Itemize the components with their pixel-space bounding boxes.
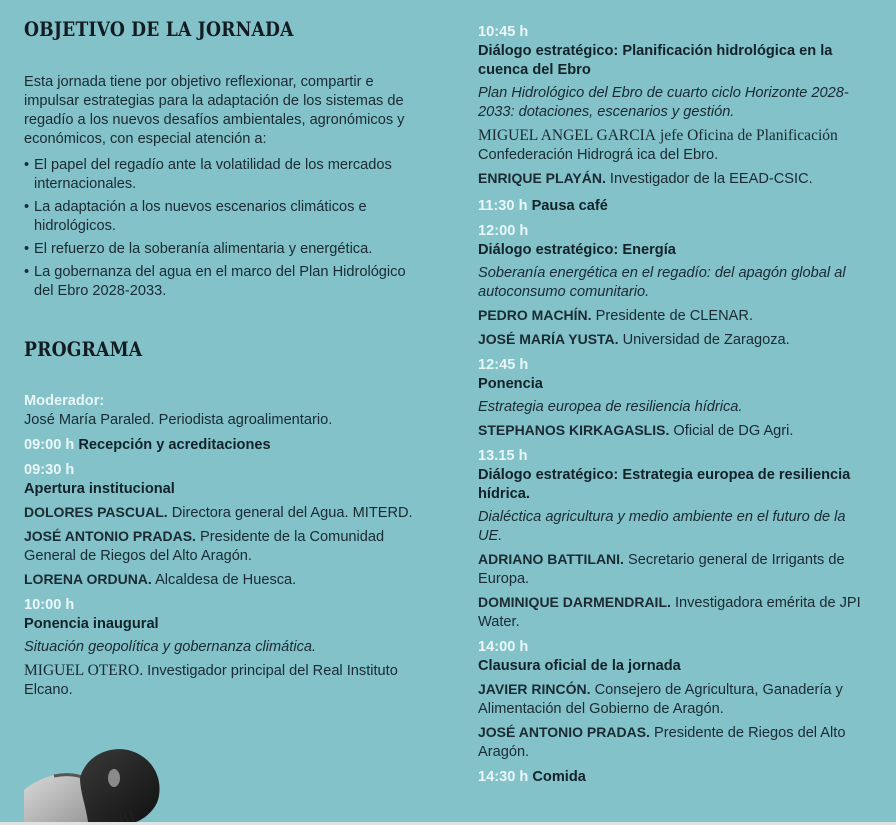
- event-time: 13.15 h: [478, 448, 528, 464]
- speaker: [24, 570, 416, 590]
- person-photo: [24, 742, 164, 822]
- speaker-role: jefe Oficina de Planificación: [660, 127, 838, 144]
- speaker-role: Investigador de la EEAD-CSIC.: [609, 171, 813, 187]
- event-1430: [478, 768, 870, 787]
- moderator-text: José María Paraled. Periodista agroalimentario.: [24, 412, 333, 428]
- speaker: [24, 527, 416, 566]
- programa-title: PROGRAMA: [24, 337, 143, 361]
- speaker: [478, 550, 870, 589]
- event-title: Diálogo estratégico: Energía: [478, 242, 676, 258]
- moderator-block: [24, 392, 416, 430]
- speaker: [478, 169, 870, 189]
- speaker: [478, 421, 870, 441]
- speaker-role: Investigador principal del Real Instituto Elcano.: [24, 663, 398, 698]
- speaker-role: Oficial de DG Agri.: [673, 423, 794, 439]
- speaker-name: JOSÉ MARÍA YUSTA.: [478, 331, 619, 347]
- speaker-name: ENRIQUE PLAYÁN.: [478, 170, 606, 186]
- speaker-name: DOMINIQUE DARMENDRAIL.: [478, 594, 671, 610]
- bullet-icon: •: [24, 199, 30, 215]
- bullet-item: • La gobernanza del agua en el marco del Plan Hidrológico del Ebro 2028-2033.: [24, 264, 406, 299]
- event-topic: Plan Hidrológico del Ebro de cuarto ciclo Horizonte 2028-2033: dotaciones, escenarios y gestión.: [478, 85, 849, 120]
- bullet-icon: •: [24, 157, 30, 173]
- event-1130: [478, 197, 870, 216]
- objetivo-bullets: [24, 156, 416, 305]
- event-title: Ponencia: [478, 376, 543, 392]
- event-title: Apertura institucional: [24, 481, 175, 497]
- event-time: 12:45 h: [478, 357, 529, 373]
- bullet-item: • El papel del regadío ante la volatilidad de los mercados internacionales.: [24, 157, 392, 192]
- bullet-item: • El refuerzo de la soberanía alimentaria y energética.: [24, 241, 373, 257]
- bullet-icon: •: [24, 241, 30, 257]
- speaker-role: Secretario general de Irrigants de Europa.: [478, 552, 845, 587]
- event-time: 11:30 h: [478, 198, 528, 214]
- event-0930: [24, 461, 416, 590]
- speaker-role: Presidente de la Comunidad General de Riegos del Alto Aragón.: [24, 529, 385, 564]
- event-topic: Dialéctica agricultura y medio ambiente en el futuro de la UE.: [478, 509, 846, 544]
- event-title: Pausa café: [531, 198, 608, 214]
- speaker-role: Presidente de Riegos del Alto Aragón.: [478, 725, 846, 760]
- event-1200: [478, 222, 870, 350]
- speaker: [478, 126, 870, 165]
- event-time: 10:00 h: [24, 597, 75, 613]
- event-topic: Soberanía energética en el regadío: del apagón global al autoconsumo comunitario.: [478, 265, 846, 300]
- event-time: 10:45 h: [478, 24, 529, 40]
- moderator-label: Moderador:: [24, 393, 105, 409]
- event-title: Clausura oficial de la jornada: [478, 658, 681, 674]
- event-title: Ponencia inaugural: [24, 616, 159, 632]
- event-1400: [478, 638, 870, 762]
- speaker-name: DOLORES PASCUAL.: [24, 504, 168, 520]
- speaker-name: JOSÉ ANTONIO PRADAS.: [24, 528, 196, 544]
- event-time: 09:00 h: [24, 437, 75, 453]
- event-topic: Situación geopolítica y gobernanza climática.: [24, 639, 317, 655]
- event-time: 14:00 h: [478, 639, 529, 655]
- speaker-role: Universidad de Zaragoza.: [622, 332, 790, 348]
- event-topic: Estrategia europea de resiliencia hídrica.: [478, 399, 743, 415]
- event-title: Comida: [532, 769, 586, 785]
- speaker-name: STEPHANOS KIRKAGASLIS.: [478, 422, 670, 438]
- speaker: [478, 593, 870, 632]
- speaker: [478, 723, 870, 762]
- speaker-role: Directora general del Agua. MITERD.: [171, 505, 413, 521]
- speaker-name: PEDRO MACHÍN.: [478, 307, 592, 323]
- event-time: 14:30 h: [478, 769, 529, 785]
- event-title: Diálogo estratégico: Estrategia europea de resiliencia hídrica.: [478, 467, 851, 502]
- bullet-icon: •: [24, 264, 30, 280]
- objetivo-title: OBJETIVO DE LA JORNADA: [24, 17, 294, 41]
- speaker-name: LORENA ORDUNA.: [24, 571, 152, 587]
- speaker-name: MIGUEL ANGEL GARCIA: [478, 127, 656, 144]
- speaker: [478, 330, 870, 350]
- bullet-item: • La adaptación a los nuevos escenarios climáticos e hidrológicos.: [24, 199, 367, 234]
- event-time: 12:00 h: [478, 223, 529, 239]
- event-1045: [478, 23, 870, 189]
- speaker-name: JOSÉ ANTONIO PRADAS.: [478, 724, 650, 740]
- speaker: [478, 306, 870, 326]
- event-title: Diálogo estratégico: Planificación hidrológica en la cuenca del Ebro: [478, 43, 833, 78]
- event-1245: [478, 356, 870, 441]
- speaker: [478, 680, 870, 719]
- objetivo-intro: Esta jornada tiene por objetivo reflexionar, compartir e impulsar estrategias para la adaptación de los sistemas de regadío a los nuevos desafíos ambientales, agronómicos y económicos, con especial atención a:: [24, 74, 405, 147]
- event-1315: [478, 447, 870, 632]
- speaker-role: Alcaldesa de Huesca.: [155, 572, 297, 588]
- speaker-role: Presidente de CLENAR.: [595, 308, 753, 324]
- program-list-right: [478, 23, 870, 793]
- speaker-role: Investigadora emérita de JPI Water.: [478, 595, 861, 630]
- speaker-role: Consejero de Agricultura, Ganadería y Alimentación del Gobierno de Aragón.: [478, 682, 843, 717]
- speaker: [24, 503, 416, 523]
- speaker-name: ADRIANO BATTILANI.: [478, 551, 624, 567]
- speaker-role-line2: Confederación Hidrográ ica del Ebro.: [478, 147, 719, 163]
- program-list-left: [24, 392, 416, 706]
- event-0900: [24, 436, 416, 455]
- speaker-name: JAVIER RINCÓN.: [478, 681, 591, 697]
- event-title: Recepción y acreditaciones: [78, 437, 271, 453]
- event-1000: [24, 596, 416, 700]
- speaker-name: MIGUEL OTERO.: [24, 662, 144, 679]
- speaker: [24, 661, 416, 700]
- event-time: 09:30 h: [24, 462, 75, 478]
